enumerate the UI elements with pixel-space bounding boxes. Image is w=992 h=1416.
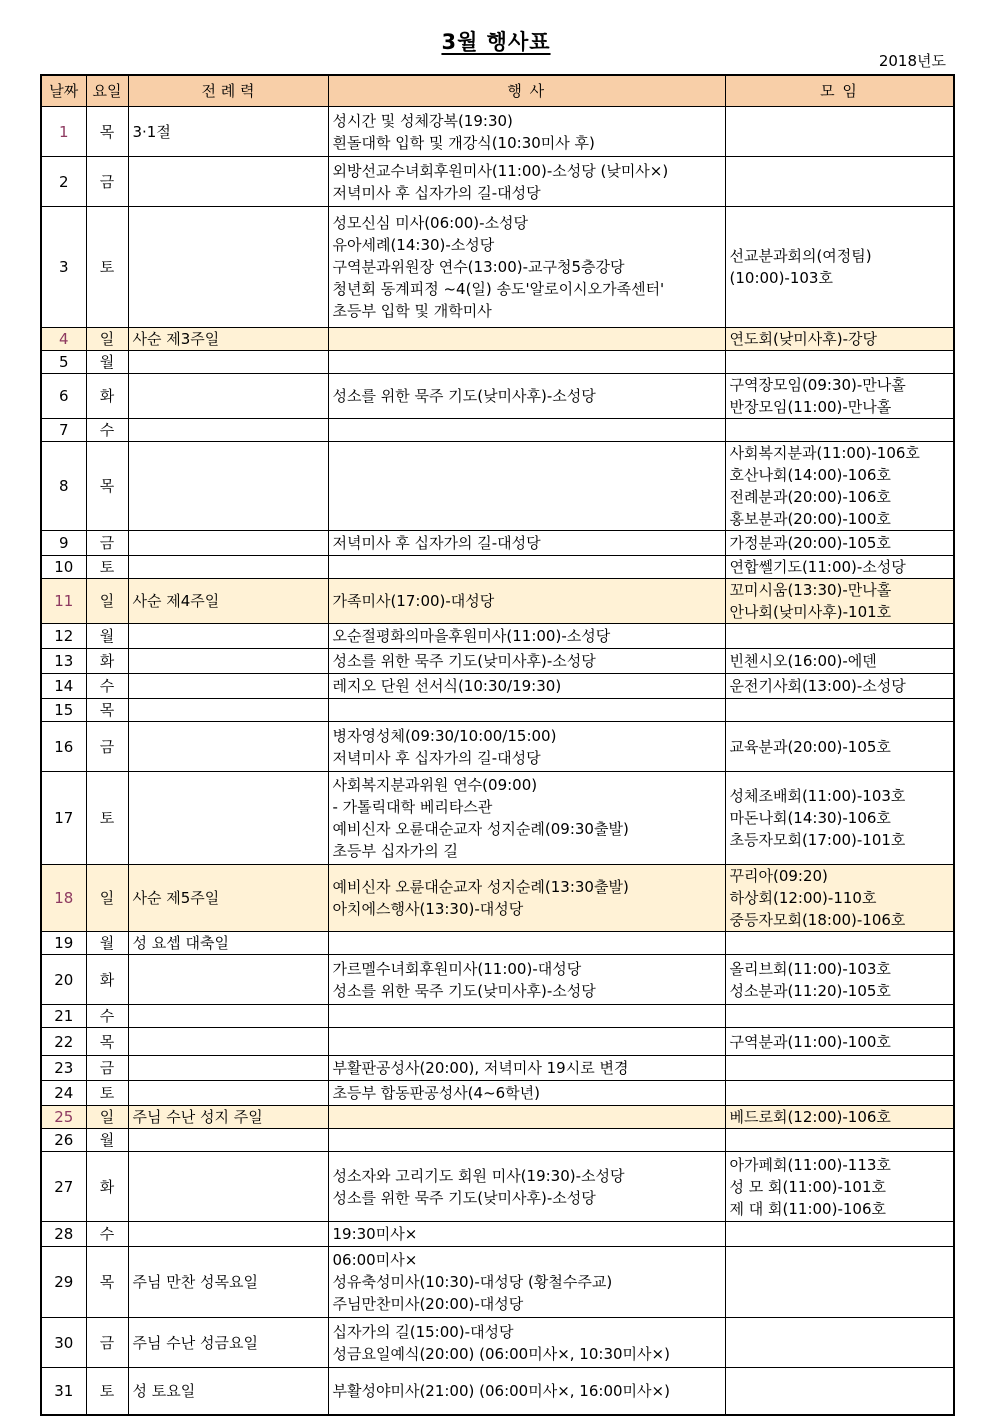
- cell-event: [328, 419, 725, 442]
- cell-event: [328, 674, 725, 699]
- meeting-line: 베드로회(12:00)-106호: [729, 1108, 891, 1126]
- cell-liturgy: [128, 772, 328, 865]
- meeting-line: 연도회(낮미사후)-강당: [729, 330, 878, 348]
- cell-event: [328, 1222, 725, 1247]
- cell-date: 14: [41, 674, 86, 699]
- meeting-line: 전례분과(20:00)-106호: [729, 488, 891, 506]
- event-line: 성유축성미사(10:30)-대성당 (황철수주교): [332, 1273, 613, 1291]
- cell-date: 21: [41, 1005, 86, 1028]
- cell-date: 8: [41, 442, 86, 531]
- cell-date: 15: [41, 699, 86, 722]
- meeting-line: 빈첸시오(16:00)-에덴: [729, 652, 877, 670]
- cell-day: 금: [86, 157, 128, 207]
- cell-day: 일: [86, 865, 128, 932]
- table-row: [41, 107, 954, 157]
- cell-date: 30: [41, 1318, 86, 1368]
- table-row: [41, 1318, 954, 1368]
- meeting-line: 안나회(낮미사후)-101호: [729, 603, 892, 621]
- event-line: 성소를 위한 묵주 기도(낮미사후)-소성당: [332, 981, 596, 1000]
- cell-date: 13: [41, 649, 86, 674]
- cell-liturgy: 주님 수난 성지 주일: [128, 1106, 328, 1129]
- meeting-line: 성 모 회(11:00)-101호: [729, 1177, 886, 1196]
- cell-date: 24: [41, 1081, 86, 1106]
- table-row: [41, 207, 954, 328]
- table-row: [41, 374, 954, 419]
- year-label: 2018년도: [878, 52, 946, 70]
- meeting-line: 선교분과회의(여정팀): [729, 247, 872, 265]
- table-row: [41, 1222, 954, 1247]
- cell-liturgy: [128, 649, 328, 674]
- meeting-line: 올리브회(11:00)-103호: [729, 959, 891, 978]
- table-row: [41, 1368, 954, 1415]
- meeting-line: 운전기사회(13:00)-소성당: [729, 677, 906, 695]
- cell-meeting: [725, 1081, 954, 1106]
- cell-event: [328, 556, 725, 579]
- cell-meeting: [725, 624, 954, 649]
- cell-liturgy: [128, 1005, 328, 1028]
- meeting-line: (10:00)-103호: [729, 269, 833, 287]
- cell-liturgy: [128, 1152, 328, 1222]
- cell-day: 화: [86, 1152, 128, 1222]
- event-line: 예비신자 오륜대순교자 성지순례(13:30출발): [332, 878, 629, 896]
- cell-event: [328, 531, 725, 556]
- event-line: 병자영성체(09:30/10:00/15:00): [332, 726, 557, 745]
- cell-meeting: [725, 442, 954, 531]
- cell-meeting: [725, 1152, 954, 1222]
- cell-day: 일: [86, 328, 128, 351]
- cell-meeting: [725, 1222, 954, 1247]
- event-line: 레지오 단원 선서식(10:30/19:30): [332, 677, 562, 695]
- cell-meeting: [725, 107, 954, 157]
- table-row: [41, 442, 954, 531]
- cell-event: [328, 157, 725, 207]
- cell-day: 월: [86, 932, 128, 955]
- event-line: 성금요일예식(20:00) (06:00미사×, 10:30미사×): [332, 1344, 670, 1363]
- table-row: [41, 328, 954, 351]
- meeting-line: 사회복지분과(11:00)-106호: [729, 444, 920, 462]
- table-row: [41, 1247, 954, 1318]
- cell-liturgy: 주님 수난 성금요일: [128, 1318, 328, 1368]
- cell-event: [328, 1247, 725, 1318]
- cell-date: 4: [41, 328, 86, 351]
- cell-liturgy: [128, 1028, 328, 1056]
- cell-day: 목: [86, 442, 128, 531]
- cell-date: 23: [41, 1056, 86, 1081]
- cell-day: 월: [86, 1129, 128, 1152]
- schedule-body: [41, 107, 954, 1415]
- cell-date: 28: [41, 1222, 86, 1247]
- cell-date: 16: [41, 722, 86, 772]
- cell-meeting: [725, 531, 954, 556]
- cell-event: [328, 1028, 725, 1056]
- meeting-line: 교육분과(20:00)-105호: [729, 737, 891, 756]
- page-title: 3월 행사표: [441, 30, 551, 54]
- table-row: [41, 772, 954, 865]
- cell-date: 7: [41, 419, 86, 442]
- cell-event: [328, 1129, 725, 1152]
- meeting-line: 하상회(12:00)-110호: [729, 889, 877, 907]
- table-row: [41, 674, 954, 699]
- cell-liturgy: 3·1절: [128, 107, 328, 157]
- meeting-line: 꾸리아(09:20): [729, 867, 828, 885]
- cell-day: 목: [86, 107, 128, 157]
- cell-meeting: [725, 772, 954, 865]
- meeting-line: 호산나회(14:00)-106호: [729, 466, 891, 484]
- cell-liturgy: 사순 제5주일: [128, 865, 328, 932]
- cell-meeting: [725, 1028, 954, 1056]
- cell-day: 토: [86, 1368, 128, 1415]
- table-row: [41, 624, 954, 649]
- cell-event: [328, 1005, 725, 1028]
- cell-meeting: [725, 579, 954, 624]
- cell-meeting: [725, 1368, 954, 1415]
- meeting-line: 가정분과(20:00)-105호: [729, 534, 891, 552]
- cell-day: 토: [86, 556, 128, 579]
- cell-day: 수: [86, 1005, 128, 1028]
- event-line: 성소를 위한 묵주 기도(낮미사후)-소성당: [332, 387, 596, 405]
- table-row: [41, 419, 954, 442]
- cell-liturgy: [128, 374, 328, 419]
- header-event: 행 사: [328, 75, 725, 107]
- event-line: 사회복지분과위원 연수(09:00): [332, 776, 538, 794]
- cell-day: 화: [86, 955, 128, 1005]
- cell-meeting: [725, 722, 954, 772]
- cell-date: 5: [41, 351, 86, 374]
- cell-liturgy: [128, 722, 328, 772]
- cell-date: 11: [41, 579, 86, 624]
- cell-meeting: [725, 419, 954, 442]
- cell-meeting: [725, 865, 954, 932]
- meeting-line: 반장모임(11:00)-만나홀: [729, 398, 892, 416]
- cell-meeting: [725, 1005, 954, 1028]
- cell-event: [328, 932, 725, 955]
- cell-date: 31: [41, 1368, 86, 1415]
- event-line: 아치에스행사(13:30)-대성당: [332, 900, 524, 918]
- event-line: 청년회 동계피정 ~4(일) 송도'알로이시오가족센터': [332, 280, 665, 298]
- cell-event: [328, 207, 725, 328]
- cell-event: [328, 1081, 725, 1106]
- cell-liturgy: [128, 624, 328, 649]
- header-day: 요일: [86, 75, 128, 107]
- cell-day: 토: [86, 207, 128, 328]
- cell-date: 12: [41, 624, 86, 649]
- table-row: [41, 1129, 954, 1152]
- table-row: [41, 699, 954, 722]
- table-row: [41, 1081, 954, 1106]
- table-row: [41, 649, 954, 674]
- cell-day: 금: [86, 1318, 128, 1368]
- cell-date: 1: [41, 107, 86, 157]
- event-line: 부활성야미사(21:00) (06:00미사×, 16:00미사×): [332, 1381, 670, 1400]
- event-line: 성시간 및 성체강복(19:30): [332, 111, 513, 130]
- event-line: 저녁미사 후 십자가의 길-대성당: [332, 183, 541, 202]
- cell-liturgy: [128, 556, 328, 579]
- cell-day: 토: [86, 772, 128, 865]
- meeting-line: 아가페회(11:00)-113호: [729, 1155, 891, 1174]
- cell-date: 3: [41, 207, 86, 328]
- meeting-line: 구역장모임(09:30)-만나홀: [729, 376, 906, 394]
- event-line: 19:30미사×: [332, 1225, 418, 1243]
- event-line: - 가톨릭대학 베리타스관: [332, 798, 493, 816]
- cell-liturgy: 사순 제4주일: [128, 579, 328, 624]
- cell-day: 화: [86, 374, 128, 419]
- cell-meeting: [725, 207, 954, 328]
- cell-date: 10: [41, 556, 86, 579]
- cell-event: [328, 649, 725, 674]
- cell-meeting: [725, 1106, 954, 1129]
- meeting-line: 구역분과(11:00)-100호: [729, 1032, 891, 1051]
- cell-meeting: [725, 556, 954, 579]
- cell-day: 토: [86, 1081, 128, 1106]
- table-row: [41, 1028, 954, 1056]
- meeting-line: 성소분과(11:20)-105호: [729, 981, 891, 1000]
- event-line: 예비신자 오륜대순교자 성지순례(09:30출발): [332, 820, 629, 838]
- cell-event: [328, 772, 725, 865]
- cell-meeting: [725, 157, 954, 207]
- cell-meeting: [725, 1318, 954, 1368]
- event-line: 초등부 십자가의 길: [332, 842, 458, 860]
- cell-liturgy: [128, 955, 328, 1005]
- cell-meeting: [725, 674, 954, 699]
- cell-day: 화: [86, 649, 128, 674]
- cell-meeting: [725, 1056, 954, 1081]
- cell-meeting: [725, 351, 954, 374]
- event-line: 오순절평화의마을후원미사(11:00)-소성당: [332, 627, 611, 645]
- event-line: 흰돌대학 입학 및 개강식(10:30미사 후): [332, 133, 595, 152]
- table-row: [41, 157, 954, 207]
- cell-liturgy: [128, 157, 328, 207]
- event-line: 구역분과위원장 연수(13:00)-교구청5층강당: [332, 258, 625, 276]
- cell-event: [328, 955, 725, 1005]
- cell-liturgy: [128, 531, 328, 556]
- cell-meeting: [725, 1247, 954, 1318]
- cell-event: [328, 107, 725, 157]
- event-line: 초등부 합동판공성사(4~6학년): [332, 1084, 541, 1102]
- cell-day: 수: [86, 1222, 128, 1247]
- cell-liturgy: [128, 442, 328, 531]
- cell-event: [328, 865, 725, 932]
- event-line: 성소를 위한 묵주 기도(낮미사후)-소성당: [332, 1188, 596, 1207]
- meeting-line: 꼬미시움(13:30)-만나홀: [729, 581, 892, 599]
- cell-day: 목: [86, 1247, 128, 1318]
- header-liturgy: 전 례 력: [128, 75, 328, 107]
- table-row: [41, 865, 954, 932]
- table-row: [41, 351, 954, 374]
- cell-meeting: [725, 699, 954, 722]
- cell-date: 20: [41, 955, 86, 1005]
- cell-date: 2: [41, 157, 86, 207]
- event-line: 성소를 위한 묵주 기도(낮미사후)-소성당: [332, 652, 596, 670]
- cell-liturgy: 성 요셉 대축일: [128, 932, 328, 955]
- cell-date: 25: [41, 1106, 86, 1129]
- cell-liturgy: [128, 1081, 328, 1106]
- header-meeting: 모 임: [725, 75, 954, 107]
- table-row: [41, 1152, 954, 1222]
- table-row: [41, 1056, 954, 1081]
- cell-event: [328, 351, 725, 374]
- meeting-line: 제 대 회(11:00)-106호: [729, 1199, 886, 1218]
- event-line: 저녁미사 후 십자가의 길-대성당: [332, 534, 541, 552]
- table-row: [41, 722, 954, 772]
- cell-liturgy: [128, 419, 328, 442]
- cell-meeting: [725, 374, 954, 419]
- cell-event: [328, 1318, 725, 1368]
- cell-day: 일: [86, 1106, 128, 1129]
- cell-liturgy: [128, 674, 328, 699]
- cell-day: 금: [86, 531, 128, 556]
- event-line: 06:00미사×: [332, 1251, 418, 1269]
- table-row: [41, 579, 954, 624]
- cell-meeting: [725, 955, 954, 1005]
- cell-date: 6: [41, 374, 86, 419]
- cell-date: 27: [41, 1152, 86, 1222]
- table-row: [41, 556, 954, 579]
- cell-meeting: [725, 649, 954, 674]
- cell-date: 26: [41, 1129, 86, 1152]
- cell-day: 목: [86, 699, 128, 722]
- meeting-line: 마돈나회(14:30)-106호: [729, 809, 891, 827]
- event-line: 초등부 입학 및 개학미사: [332, 302, 492, 320]
- cell-day: 수: [86, 419, 128, 442]
- cell-day: 수: [86, 674, 128, 699]
- cell-event: [328, 328, 725, 351]
- table-row: [41, 932, 954, 955]
- cell-day: 금: [86, 722, 128, 772]
- cell-day: 금: [86, 1056, 128, 1081]
- event-line: 유아세례(14:30)-소성당: [332, 236, 495, 254]
- cell-event: [328, 1056, 725, 1081]
- cell-date: 19: [41, 932, 86, 955]
- event-line: 십자가의 길(15:00)-대성당: [332, 1322, 514, 1341]
- table-row: [41, 531, 954, 556]
- cell-liturgy: [128, 699, 328, 722]
- cell-liturgy: [128, 1129, 328, 1152]
- cell-liturgy: [128, 351, 328, 374]
- table-row: [41, 1005, 954, 1028]
- cell-day: 월: [86, 351, 128, 374]
- cell-event: [328, 579, 725, 624]
- cell-event: [328, 1152, 725, 1222]
- cell-liturgy: 주님 만찬 성목요일: [128, 1247, 328, 1318]
- cell-date: 17: [41, 772, 86, 865]
- cell-date: 22: [41, 1028, 86, 1056]
- meeting-line: 중등자모회(18:00)-106호: [729, 911, 906, 929]
- cell-liturgy: [128, 207, 328, 328]
- event-line: 성소자와 고리기도 회원 미사(19:30)-소성당: [332, 1166, 625, 1185]
- cell-date: 29: [41, 1247, 86, 1318]
- meeting-line: 연합쎌기도(11:00)-소성당: [729, 558, 906, 576]
- cell-day: 월: [86, 624, 128, 649]
- event-line: 저녁미사 후 십자가의 길-대성당: [332, 748, 541, 767]
- cell-liturgy: [128, 1056, 328, 1081]
- cell-meeting: [725, 1129, 954, 1152]
- cell-event: [328, 1106, 725, 1129]
- cell-liturgy: 사순 제3주일: [128, 328, 328, 351]
- event-line: 부활판공성사(20:00), 저녁미사 19시로 변경: [332, 1059, 629, 1077]
- table-row: [41, 1106, 954, 1129]
- cell-liturgy: 성 토요일: [128, 1368, 328, 1415]
- schedule-table: [40, 74, 955, 1416]
- meeting-line: 성체조배회(11:00)-103호: [729, 787, 906, 805]
- meeting-line: 홍보분과(20:00)-100호: [729, 510, 891, 528]
- meeting-line: 초등자모회(17:00)-101호: [729, 831, 906, 849]
- cell-day: 일: [86, 579, 128, 624]
- event-line: 외방선교수녀회후원미사(11:00)-소성당 (낮미사×): [332, 161, 669, 180]
- cell-liturgy: [128, 1222, 328, 1247]
- header-date: 날짜: [41, 75, 86, 107]
- cell-meeting: [725, 328, 954, 351]
- event-line: 성모신심 미사(06:00)-소성당: [332, 214, 529, 232]
- cell-event: [328, 722, 725, 772]
- cell-date: 18: [41, 865, 86, 932]
- cell-event: [328, 374, 725, 419]
- event-line: 주님만찬미사(20:00)-대성당: [332, 1295, 524, 1313]
- cell-date: 9: [41, 531, 86, 556]
- table-header-row: [41, 75, 954, 107]
- table-row: [41, 955, 954, 1005]
- event-line: 가족미사(17:00)-대성당: [332, 592, 495, 610]
- event-line: 가르멜수녀회후원미사(11:00)-대성당: [332, 959, 582, 978]
- cell-day: 목: [86, 1028, 128, 1056]
- cell-event: [328, 1368, 725, 1415]
- cell-meeting: [725, 932, 954, 955]
- cell-event: [328, 624, 725, 649]
- cell-event: [328, 699, 725, 722]
- cell-event: [328, 442, 725, 531]
